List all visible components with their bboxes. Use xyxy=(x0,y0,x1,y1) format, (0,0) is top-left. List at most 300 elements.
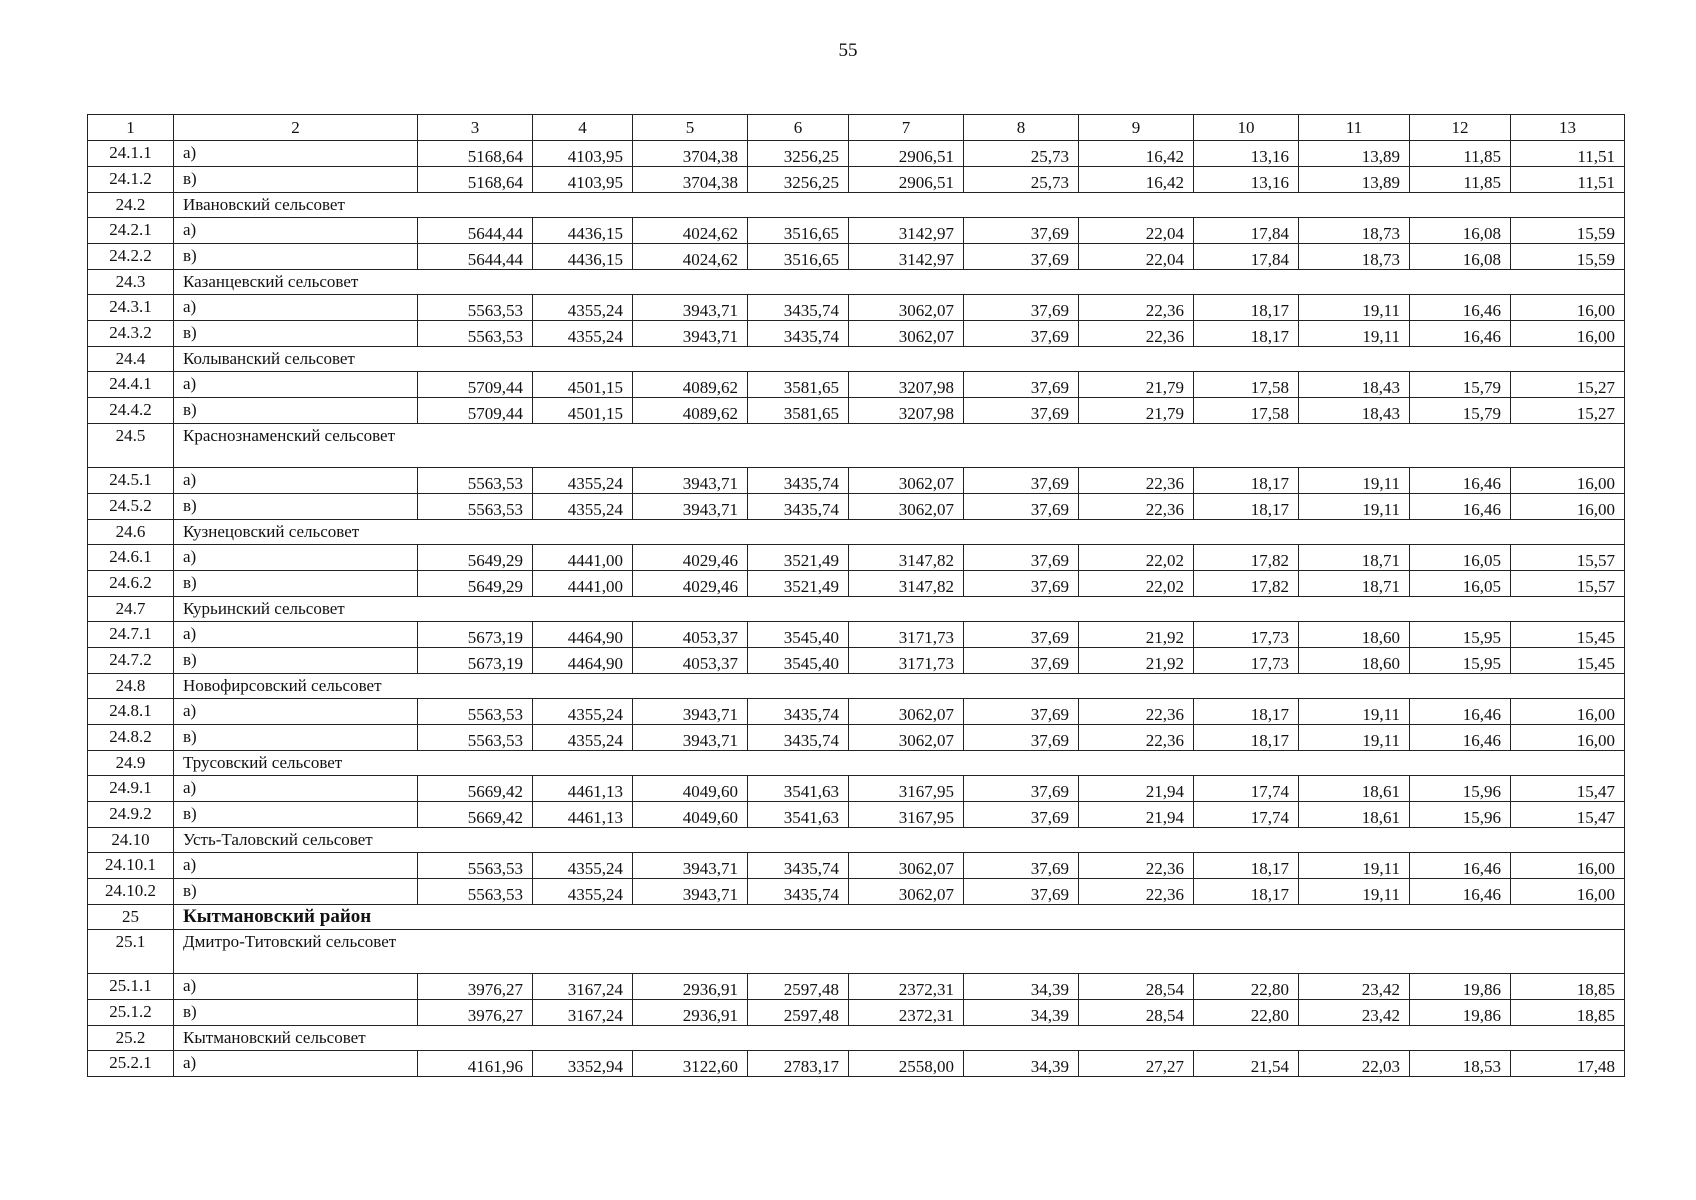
row-label: а) xyxy=(174,545,418,571)
table-row xyxy=(88,1000,1625,1026)
value-cell: 37,69 xyxy=(964,802,1079,828)
row-label: в) xyxy=(174,648,418,674)
value-cell: 2936,91 xyxy=(633,974,748,1000)
table-row xyxy=(88,167,1625,193)
value-cell: 16,05 xyxy=(1410,545,1511,571)
row-code: 24.1.2 xyxy=(88,167,174,193)
table-row xyxy=(88,494,1625,520)
value-cell: 5649,29 xyxy=(418,545,533,571)
value-cell: 3171,73 xyxy=(849,648,964,674)
value-cell: 3976,27 xyxy=(418,974,533,1000)
value-cell: 25,73 xyxy=(964,141,1079,167)
value-cell: 3976,27 xyxy=(418,1000,533,1026)
section-title: Усть-Таловский сельсовет xyxy=(174,828,1625,853)
row-label: в) xyxy=(174,167,418,193)
value-cell: 5563,53 xyxy=(418,494,533,520)
value-cell: 3256,25 xyxy=(748,167,849,193)
value-cell: 37,69 xyxy=(964,372,1079,398)
value-cell: 18,17 xyxy=(1194,468,1299,494)
value-cell: 18,17 xyxy=(1194,725,1299,751)
value-cell: 18,17 xyxy=(1194,321,1299,347)
value-cell: 37,69 xyxy=(964,398,1079,424)
value-cell: 3142,97 xyxy=(849,218,964,244)
value-cell: 3435,74 xyxy=(748,725,849,751)
value-cell: 18,85 xyxy=(1511,974,1625,1000)
header-cell: 4 xyxy=(533,115,633,141)
value-cell: 3256,25 xyxy=(748,141,849,167)
section-title: Кузнецовский сельсовет xyxy=(174,520,1625,545)
value-cell: 13,89 xyxy=(1299,167,1410,193)
section-row xyxy=(88,270,1625,295)
value-cell: 2783,17 xyxy=(748,1051,849,1077)
header-cell: 1 xyxy=(88,115,174,141)
value-cell: 3062,07 xyxy=(849,699,964,725)
section-row xyxy=(88,930,1625,974)
value-cell: 22,36 xyxy=(1079,699,1194,725)
section-row xyxy=(88,424,1625,468)
row-code: 24.3.1 xyxy=(88,295,174,321)
value-cell: 22,04 xyxy=(1079,218,1194,244)
header-cell: 10 xyxy=(1194,115,1299,141)
value-cell: 3062,07 xyxy=(849,295,964,321)
value-cell: 3704,38 xyxy=(633,141,748,167)
value-cell: 5669,42 xyxy=(418,802,533,828)
value-cell: 3943,71 xyxy=(633,295,748,321)
row-code: 24.2.1 xyxy=(88,218,174,244)
value-cell: 22,36 xyxy=(1079,725,1194,751)
row-label: а) xyxy=(174,974,418,1000)
value-cell: 3207,98 xyxy=(849,398,964,424)
value-cell: 18,43 xyxy=(1299,372,1410,398)
value-cell: 3435,74 xyxy=(748,879,849,905)
section-title: Курьинский сельсовет xyxy=(174,597,1625,622)
value-cell: 37,69 xyxy=(964,545,1079,571)
table-row xyxy=(88,141,1625,167)
row-code: 25.1.1 xyxy=(88,974,174,1000)
row-label: в) xyxy=(174,1000,418,1026)
value-cell: 16,08 xyxy=(1410,218,1511,244)
row-label: а) xyxy=(174,853,418,879)
value-cell: 17,73 xyxy=(1194,648,1299,674)
value-cell: 4103,95 xyxy=(533,141,633,167)
value-cell: 22,36 xyxy=(1079,321,1194,347)
value-cell: 19,11 xyxy=(1299,295,1410,321)
value-cell: 4501,15 xyxy=(533,372,633,398)
value-cell: 22,36 xyxy=(1079,494,1194,520)
value-cell: 3062,07 xyxy=(849,879,964,905)
value-cell: 21,92 xyxy=(1079,622,1194,648)
value-cell: 5644,44 xyxy=(418,244,533,270)
value-cell: 4501,15 xyxy=(533,398,633,424)
row-code: 24.7.2 xyxy=(88,648,174,674)
value-cell: 18,85 xyxy=(1511,1000,1625,1026)
row-label: в) xyxy=(174,494,418,520)
value-cell: 23,42 xyxy=(1299,974,1410,1000)
value-cell: 37,69 xyxy=(964,879,1079,905)
table-row xyxy=(88,853,1625,879)
value-cell: 18,17 xyxy=(1194,295,1299,321)
value-cell: 15,79 xyxy=(1410,372,1511,398)
value-cell: 37,69 xyxy=(964,699,1079,725)
row-code: 24.5.1 xyxy=(88,468,174,494)
value-cell: 37,69 xyxy=(964,853,1079,879)
table-row xyxy=(88,879,1625,905)
value-cell: 3167,24 xyxy=(533,974,633,1000)
row-code: 25.1 xyxy=(88,930,174,974)
value-cell: 16,46 xyxy=(1410,879,1511,905)
value-cell: 4436,15 xyxy=(533,244,633,270)
value-cell: 5709,44 xyxy=(418,398,533,424)
row-label: в) xyxy=(174,802,418,828)
value-cell: 22,36 xyxy=(1079,853,1194,879)
table-row xyxy=(88,398,1625,424)
value-cell: 3545,40 xyxy=(748,648,849,674)
value-cell: 18,53 xyxy=(1410,1051,1511,1077)
section-title: Колыванский сельсовет xyxy=(174,347,1625,372)
value-cell: 4441,00 xyxy=(533,571,633,597)
value-cell: 15,59 xyxy=(1511,218,1625,244)
row-label: а) xyxy=(174,622,418,648)
row-label: в) xyxy=(174,244,418,270)
value-cell: 17,58 xyxy=(1194,372,1299,398)
value-cell: 11,51 xyxy=(1511,141,1625,167)
value-cell: 4355,24 xyxy=(533,879,633,905)
row-code: 24.10.1 xyxy=(88,853,174,879)
row-code: 24.5 xyxy=(88,424,174,468)
value-cell: 37,69 xyxy=(964,648,1079,674)
section-row xyxy=(88,520,1625,545)
section-row xyxy=(88,905,1625,930)
value-cell: 17,82 xyxy=(1194,545,1299,571)
value-cell: 3435,74 xyxy=(748,699,849,725)
value-cell: 37,69 xyxy=(964,622,1079,648)
row-label: а) xyxy=(174,141,418,167)
value-cell: 3147,82 xyxy=(849,571,964,597)
value-cell: 4029,46 xyxy=(633,545,748,571)
row-code: 24.6.1 xyxy=(88,545,174,571)
value-cell: 16,46 xyxy=(1410,853,1511,879)
header-cell: 13 xyxy=(1511,115,1625,141)
value-cell: 16,46 xyxy=(1410,494,1511,520)
value-cell: 13,16 xyxy=(1194,141,1299,167)
row-code: 24.9.2 xyxy=(88,802,174,828)
value-cell: 3581,65 xyxy=(748,372,849,398)
value-cell: 21,79 xyxy=(1079,398,1194,424)
value-cell: 19,11 xyxy=(1299,853,1410,879)
table-row xyxy=(88,218,1625,244)
value-cell: 16,46 xyxy=(1410,699,1511,725)
value-cell: 16,00 xyxy=(1511,295,1625,321)
value-cell: 37,69 xyxy=(964,218,1079,244)
value-cell: 21,94 xyxy=(1079,802,1194,828)
value-cell: 18,71 xyxy=(1299,545,1410,571)
value-cell: 16,05 xyxy=(1410,571,1511,597)
value-cell: 37,69 xyxy=(964,244,1079,270)
value-cell: 15,45 xyxy=(1511,622,1625,648)
value-cell: 2372,31 xyxy=(849,1000,964,1026)
table-row xyxy=(88,321,1625,347)
row-code: 24.2.2 xyxy=(88,244,174,270)
value-cell: 3943,71 xyxy=(633,494,748,520)
value-cell: 3062,07 xyxy=(849,321,964,347)
value-cell: 22,02 xyxy=(1079,571,1194,597)
value-cell: 13,16 xyxy=(1194,167,1299,193)
value-cell: 16,00 xyxy=(1511,699,1625,725)
section-row xyxy=(88,347,1625,372)
value-cell: 15,96 xyxy=(1410,802,1511,828)
header-cell: 12 xyxy=(1410,115,1511,141)
value-cell: 3167,24 xyxy=(533,1000,633,1026)
value-cell: 5563,53 xyxy=(418,321,533,347)
value-cell: 5168,64 xyxy=(418,141,533,167)
row-code: 24.2 xyxy=(88,193,174,218)
row-code: 24.10 xyxy=(88,828,174,853)
table-row xyxy=(88,372,1625,398)
section-title: Трусовский сельсовет xyxy=(174,751,1625,776)
value-cell: 4089,62 xyxy=(633,398,748,424)
value-cell: 37,69 xyxy=(964,494,1079,520)
value-cell: 3521,49 xyxy=(748,571,849,597)
value-cell: 19,11 xyxy=(1299,321,1410,347)
value-cell: 5673,19 xyxy=(418,622,533,648)
value-cell: 16,42 xyxy=(1079,141,1194,167)
value-cell: 25,73 xyxy=(964,167,1079,193)
row-code: 24.6 xyxy=(88,520,174,545)
row-code: 25.2.1 xyxy=(88,1051,174,1077)
header-cell: 2 xyxy=(174,115,418,141)
row-label: в) xyxy=(174,879,418,905)
value-cell: 16,46 xyxy=(1410,321,1511,347)
row-code: 24.1.1 xyxy=(88,141,174,167)
row-code: 24.5.2 xyxy=(88,494,174,520)
value-cell: 15,45 xyxy=(1511,648,1625,674)
tariff-table xyxy=(87,114,1625,1077)
value-cell: 3541,63 xyxy=(748,776,849,802)
row-code: 24.3.2 xyxy=(88,321,174,347)
value-cell: 15,95 xyxy=(1410,648,1511,674)
table-row xyxy=(88,699,1625,725)
value-cell: 3142,97 xyxy=(849,244,964,270)
value-cell: 4355,24 xyxy=(533,295,633,321)
value-cell: 3062,07 xyxy=(849,494,964,520)
value-cell: 4355,24 xyxy=(533,725,633,751)
value-cell: 16,08 xyxy=(1410,244,1511,270)
table-row xyxy=(88,622,1625,648)
value-cell: 19,11 xyxy=(1299,494,1410,520)
value-cell: 22,36 xyxy=(1079,468,1194,494)
value-cell: 4436,15 xyxy=(533,218,633,244)
value-cell: 16,00 xyxy=(1511,468,1625,494)
row-label: в) xyxy=(174,725,418,751)
value-cell: 23,42 xyxy=(1299,1000,1410,1026)
value-cell: 2906,51 xyxy=(849,167,964,193)
section-row xyxy=(88,1026,1625,1051)
value-cell: 4103,95 xyxy=(533,167,633,193)
value-cell: 4024,62 xyxy=(633,218,748,244)
header-cell: 11 xyxy=(1299,115,1410,141)
section-title: Кытмановский район xyxy=(174,905,1625,930)
value-cell: 15,96 xyxy=(1410,776,1511,802)
value-cell: 17,58 xyxy=(1194,398,1299,424)
table-row xyxy=(88,776,1625,802)
value-cell: 15,57 xyxy=(1511,571,1625,597)
value-cell: 15,27 xyxy=(1511,372,1625,398)
value-cell: 4355,24 xyxy=(533,494,633,520)
value-cell: 3943,71 xyxy=(633,725,748,751)
value-cell: 3521,49 xyxy=(748,545,849,571)
value-cell: 21,54 xyxy=(1194,1051,1299,1077)
row-label: а) xyxy=(174,468,418,494)
value-cell: 3435,74 xyxy=(748,494,849,520)
row-code: 24.9 xyxy=(88,751,174,776)
value-cell: 21,92 xyxy=(1079,648,1194,674)
value-cell: 3062,07 xyxy=(849,853,964,879)
value-cell: 16,46 xyxy=(1410,295,1511,321)
value-cell: 4461,13 xyxy=(533,776,633,802)
value-cell: 5669,42 xyxy=(418,776,533,802)
row-code: 24.4 xyxy=(88,347,174,372)
value-cell: 11,85 xyxy=(1410,141,1511,167)
header-cell: 8 xyxy=(964,115,1079,141)
section-row xyxy=(88,751,1625,776)
row-label: в) xyxy=(174,321,418,347)
value-cell: 28,54 xyxy=(1079,1000,1194,1026)
value-cell: 15,59 xyxy=(1511,244,1625,270)
value-cell: 22,36 xyxy=(1079,295,1194,321)
value-cell: 5563,53 xyxy=(418,699,533,725)
table-body xyxy=(88,115,1625,1077)
value-cell: 22,04 xyxy=(1079,244,1194,270)
row-code: 24.3 xyxy=(88,270,174,295)
value-cell: 17,73 xyxy=(1194,622,1299,648)
value-cell: 16,00 xyxy=(1511,494,1625,520)
row-code: 24.7.1 xyxy=(88,622,174,648)
value-cell: 15,47 xyxy=(1511,802,1625,828)
value-cell: 15,47 xyxy=(1511,776,1625,802)
value-cell: 22,36 xyxy=(1079,879,1194,905)
value-cell: 3516,65 xyxy=(748,244,849,270)
value-cell: 16,46 xyxy=(1410,468,1511,494)
section-title: Казанцевский сельсовет xyxy=(174,270,1625,295)
value-cell: 18,60 xyxy=(1299,622,1410,648)
table-row xyxy=(88,468,1625,494)
value-cell: 19,86 xyxy=(1410,1000,1511,1026)
value-cell: 21,79 xyxy=(1079,372,1194,398)
table-row xyxy=(88,1051,1625,1077)
value-cell: 4464,90 xyxy=(533,648,633,674)
table-row xyxy=(88,244,1625,270)
value-cell: 5168,64 xyxy=(418,167,533,193)
value-cell: 3167,95 xyxy=(849,776,964,802)
value-cell: 4355,24 xyxy=(533,468,633,494)
value-cell: 16,00 xyxy=(1511,879,1625,905)
value-cell: 2597,48 xyxy=(748,1000,849,1026)
table-row xyxy=(88,295,1625,321)
table-row xyxy=(88,648,1625,674)
value-cell: 3147,82 xyxy=(849,545,964,571)
section-title: Новофирсовский сельсовет xyxy=(174,674,1625,699)
row-code: 24.10.2 xyxy=(88,879,174,905)
value-cell: 4049,60 xyxy=(633,802,748,828)
value-cell: 18,43 xyxy=(1299,398,1410,424)
row-label: а) xyxy=(174,776,418,802)
value-cell: 15,95 xyxy=(1410,622,1511,648)
row-label: в) xyxy=(174,398,418,424)
value-cell: 3943,71 xyxy=(633,321,748,347)
header-cell: 5 xyxy=(633,115,748,141)
value-cell: 18,17 xyxy=(1194,699,1299,725)
row-code: 24.6.2 xyxy=(88,571,174,597)
value-cell: 18,60 xyxy=(1299,648,1410,674)
section-title: Ивановский сельсовет xyxy=(174,193,1625,218)
value-cell: 34,39 xyxy=(964,1051,1079,1077)
value-cell: 18,73 xyxy=(1299,244,1410,270)
value-cell: 4161,96 xyxy=(418,1051,533,1077)
page-number: 55 xyxy=(838,40,858,61)
value-cell: 27,27 xyxy=(1079,1051,1194,1077)
value-cell: 4024,62 xyxy=(633,244,748,270)
value-cell: 21,94 xyxy=(1079,776,1194,802)
value-cell: 16,00 xyxy=(1511,725,1625,751)
value-cell: 16,42 xyxy=(1079,167,1194,193)
value-cell: 13,89 xyxy=(1299,141,1410,167)
table-row xyxy=(88,571,1625,597)
value-cell: 3943,71 xyxy=(633,879,748,905)
value-cell: 18,61 xyxy=(1299,802,1410,828)
value-cell: 18,17 xyxy=(1194,853,1299,879)
value-cell: 22,80 xyxy=(1194,1000,1299,1026)
value-cell: 2597,48 xyxy=(748,974,849,1000)
value-cell: 5673,19 xyxy=(418,648,533,674)
row-code: 25.1.2 xyxy=(88,1000,174,1026)
header-cell: 3 xyxy=(418,115,533,141)
value-cell: 3171,73 xyxy=(849,622,964,648)
value-cell: 18,17 xyxy=(1194,879,1299,905)
value-cell: 34,39 xyxy=(964,974,1079,1000)
value-cell: 4441,00 xyxy=(533,545,633,571)
value-cell: 37,69 xyxy=(964,295,1079,321)
value-cell: 16,00 xyxy=(1511,321,1625,347)
value-cell: 4089,62 xyxy=(633,372,748,398)
header-cell: 7 xyxy=(849,115,964,141)
section-row xyxy=(88,193,1625,218)
value-cell: 5563,53 xyxy=(418,725,533,751)
value-cell: 18,17 xyxy=(1194,494,1299,520)
value-cell: 17,48 xyxy=(1511,1051,1625,1077)
value-cell: 15,27 xyxy=(1511,398,1625,424)
value-cell: 17,74 xyxy=(1194,776,1299,802)
value-cell: 34,39 xyxy=(964,1000,1079,1026)
value-cell: 22,80 xyxy=(1194,974,1299,1000)
section-title: Кытмановский сельсовет xyxy=(174,1026,1625,1051)
value-cell: 3545,40 xyxy=(748,622,849,648)
row-label: а) xyxy=(174,372,418,398)
value-cell: 2936,91 xyxy=(633,1000,748,1026)
value-cell: 4464,90 xyxy=(533,622,633,648)
value-cell: 4355,24 xyxy=(533,853,633,879)
value-cell: 16,00 xyxy=(1511,853,1625,879)
value-cell: 4461,13 xyxy=(533,802,633,828)
value-cell: 5563,53 xyxy=(418,468,533,494)
row-code: 24.4.1 xyxy=(88,372,174,398)
value-cell: 17,82 xyxy=(1194,571,1299,597)
value-cell: 3435,74 xyxy=(748,853,849,879)
value-cell: 19,11 xyxy=(1299,725,1410,751)
value-cell: 3352,94 xyxy=(533,1051,633,1077)
value-cell: 11,51 xyxy=(1511,167,1625,193)
value-cell: 4355,24 xyxy=(533,321,633,347)
section-row xyxy=(88,674,1625,699)
